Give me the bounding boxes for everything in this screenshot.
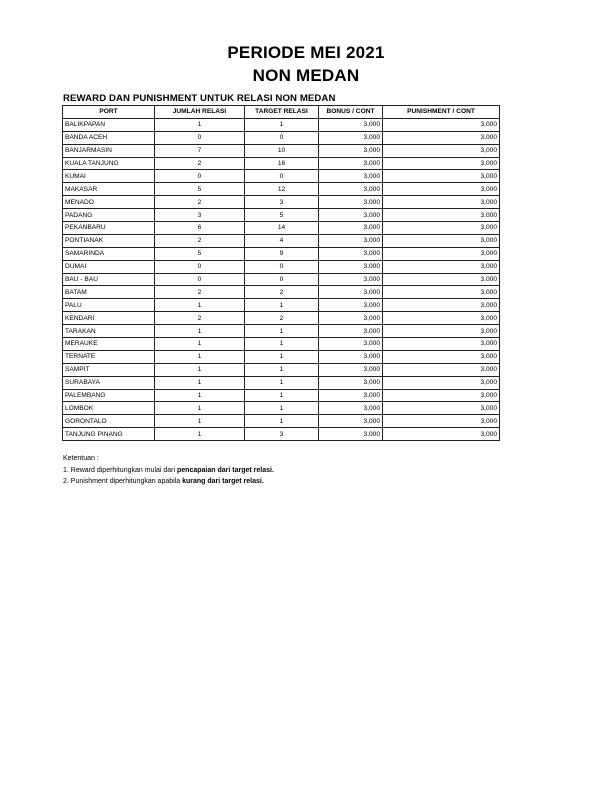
target-relasi-cell: 1 bbox=[245, 350, 319, 363]
table-row bbox=[63, 131, 500, 144]
target-relasi-cell: 4 bbox=[245, 234, 319, 247]
table-body bbox=[63, 118, 500, 440]
note-item bbox=[63, 465, 274, 477]
table-row bbox=[63, 170, 500, 183]
table-row bbox=[63, 389, 500, 402]
port-cell: LOMBOK bbox=[63, 402, 155, 415]
punishment-cell: 3,000 bbox=[383, 286, 500, 299]
punishment-cell: 3,000 bbox=[383, 338, 500, 351]
port-cell: KUALA TANJUNG bbox=[63, 157, 155, 170]
target-relasi-cell: 1 bbox=[245, 325, 319, 338]
jumlah-relasi-cell: 0 bbox=[155, 273, 245, 286]
bonus-cell: 3,000 bbox=[319, 325, 383, 338]
target-relasi-cell: 1 bbox=[245, 338, 319, 351]
target-relasi-cell: 16 bbox=[245, 157, 319, 170]
port-cell: KENDARI bbox=[63, 312, 155, 325]
punishment-cell: 3,000 bbox=[383, 363, 500, 376]
jumlah-relasi-cell: 2 bbox=[155, 234, 245, 247]
bonus-cell: 3,000 bbox=[319, 273, 383, 286]
target-relasi-cell: 1 bbox=[245, 363, 319, 376]
port-cell: PONTIANAK bbox=[63, 234, 155, 247]
punishment-cell: 3,000 bbox=[383, 183, 500, 196]
table-row bbox=[63, 338, 500, 351]
table-row bbox=[63, 222, 500, 235]
target-relasi-cell: 1 bbox=[245, 402, 319, 415]
bonus-cell: 3,000 bbox=[319, 286, 383, 299]
target-relasi-cell: 1 bbox=[245, 299, 319, 312]
port-cell: DUMAI bbox=[63, 260, 155, 273]
table-row bbox=[63, 299, 500, 312]
port-cell: KUMAI bbox=[63, 170, 155, 183]
punishment-cell: 3,000 bbox=[383, 118, 500, 131]
table-row bbox=[63, 118, 500, 131]
punishment-cell: 3,000 bbox=[383, 389, 500, 402]
table-row bbox=[63, 350, 500, 363]
punishment-cell: 3,000 bbox=[383, 325, 500, 338]
jumlah-relasi-cell: 7 bbox=[155, 144, 245, 157]
target-relasi-cell: 0 bbox=[245, 273, 319, 286]
jumlah-relasi-cell: 6 bbox=[155, 222, 245, 235]
bonus-cell: 3,000 bbox=[319, 222, 383, 235]
jumlah-relasi-cell: 2 bbox=[155, 312, 245, 325]
port-cell: SAMPIT bbox=[63, 363, 155, 376]
punishment-cell: 3,000 bbox=[383, 260, 500, 273]
bonus-cell: 3,000 bbox=[319, 144, 383, 157]
jumlah-relasi-cell: 5 bbox=[155, 183, 245, 196]
punishment-cell: 3,000 bbox=[383, 350, 500, 363]
punishment-cell: 3,000 bbox=[383, 415, 500, 428]
reward-punishment-table bbox=[62, 105, 500, 441]
port-cell: GORONTALO bbox=[63, 415, 155, 428]
jumlah-relasi-cell: 1 bbox=[155, 376, 245, 389]
bonus-cell: 3,000 bbox=[319, 234, 383, 247]
bonus-cell: 3,000 bbox=[319, 247, 383, 260]
table-row bbox=[63, 415, 500, 428]
target-relasi-cell: 2 bbox=[245, 312, 319, 325]
target-relasi-cell: 1 bbox=[245, 415, 319, 428]
note-emphasis: pencapaian dari target relasi. bbox=[177, 466, 274, 474]
target-relasi-cell: 3 bbox=[245, 428, 319, 441]
table-row bbox=[63, 376, 500, 389]
jumlah-relasi-cell: 0 bbox=[155, 260, 245, 273]
jumlah-relasi-cell: 1 bbox=[155, 415, 245, 428]
punishment-cell: 3,000 bbox=[383, 299, 500, 312]
bonus-cell: 3,000 bbox=[319, 338, 383, 351]
bonus-cell: 3,000 bbox=[319, 312, 383, 325]
jumlah-relasi-cell: 1 bbox=[155, 402, 245, 415]
jumlah-relasi-cell: 1 bbox=[155, 325, 245, 338]
bonus-cell: 3,000 bbox=[319, 170, 383, 183]
bonus-cell: 3,000 bbox=[319, 428, 383, 441]
punishment-cell: 3,000 bbox=[383, 428, 500, 441]
table-row bbox=[63, 157, 500, 170]
target-relasi-cell: 0 bbox=[245, 260, 319, 273]
bonus-cell: 3,000 bbox=[319, 402, 383, 415]
bonus-cell: 3,000 bbox=[319, 299, 383, 312]
port-cell: BAU - BAU bbox=[63, 273, 155, 286]
port-cell: PALEMBANG bbox=[63, 389, 155, 402]
port-cell: PADANG bbox=[63, 209, 155, 222]
target-relasi-cell: 0 bbox=[245, 170, 319, 183]
jumlah-relasi-cell: 1 bbox=[155, 299, 245, 312]
table-row bbox=[63, 183, 500, 196]
punishment-cell: 3,000 bbox=[383, 312, 500, 325]
target-relasi-cell: 0 bbox=[245, 131, 319, 144]
punishment-cell: 3,000 bbox=[383, 170, 500, 183]
port-cell: BATAM bbox=[63, 286, 155, 299]
jumlah-relasi-cell: 2 bbox=[155, 196, 245, 209]
page-title: PERIODE MEI 2021 bbox=[227, 43, 385, 62]
port-cell: SAMARINDA bbox=[63, 247, 155, 260]
jumlah-relasi-cell: 3 bbox=[155, 209, 245, 222]
bonus-cell: 3,000 bbox=[319, 131, 383, 144]
table-caption: REWARD DAN PUNISHMENT UNTUK RELASI NON MEDAN bbox=[63, 93, 336, 104]
jumlah-relasi-cell: 5 bbox=[155, 247, 245, 260]
target-relasi-cell: 1 bbox=[245, 389, 319, 402]
punishment-cell: 3,000 bbox=[383, 157, 500, 170]
column-header-punishment: PUNISHMENT / CONT bbox=[383, 106, 500, 119]
table-row bbox=[63, 196, 500, 209]
target-relasi-cell: 2 bbox=[245, 286, 319, 299]
bonus-cell: 3,000 bbox=[319, 118, 383, 131]
notes-heading: Ketentuan : bbox=[63, 455, 99, 462]
bonus-cell: 3,000 bbox=[319, 350, 383, 363]
bonus-cell: 3,000 bbox=[319, 183, 383, 196]
jumlah-relasi-cell: 1 bbox=[155, 350, 245, 363]
table-row bbox=[63, 209, 500, 222]
table-row bbox=[63, 273, 500, 286]
table-row bbox=[63, 260, 500, 273]
port-cell: SURABAYA bbox=[63, 376, 155, 389]
punishment-cell: 3,000 bbox=[383, 273, 500, 286]
table-row bbox=[63, 312, 500, 325]
jumlah-relasi-cell: 0 bbox=[155, 131, 245, 144]
port-cell: BALIKPAPAN bbox=[63, 118, 155, 131]
table-row bbox=[63, 428, 500, 441]
target-relasi-cell: 1 bbox=[245, 118, 319, 131]
table-row bbox=[63, 325, 500, 338]
punishment-cell: 3,000 bbox=[383, 144, 500, 157]
jumlah-relasi-cell: 1 bbox=[155, 338, 245, 351]
table-row bbox=[63, 402, 500, 415]
punishment-cell: 3,000 bbox=[383, 234, 500, 247]
port-cell: MAKASAR bbox=[63, 183, 155, 196]
column-header-bonus: BONUS / CONT bbox=[319, 106, 383, 119]
port-cell: MERAUKE bbox=[63, 338, 155, 351]
note-text: 2. Punishment diperhitungkan apabila bbox=[63, 478, 183, 485]
punishment-cell: 3,000 bbox=[383, 222, 500, 235]
bonus-cell: 3,000 bbox=[319, 209, 383, 222]
table-row bbox=[63, 286, 500, 299]
target-relasi-cell: 5 bbox=[245, 209, 319, 222]
table-row bbox=[63, 144, 500, 157]
note-emphasis: kurang dari target relasi. bbox=[182, 478, 264, 485]
punishment-cell: 3,000 bbox=[383, 247, 500, 260]
port-cell: TARAKAN bbox=[63, 325, 155, 338]
column-header-target-relasi: TARGET RELASI bbox=[245, 106, 319, 119]
punishment-cell: 3,000 bbox=[383, 131, 500, 144]
bonus-cell: 3,000 bbox=[319, 376, 383, 389]
jumlah-relasi-cell: 1 bbox=[155, 363, 245, 376]
bonus-cell: 3,000 bbox=[319, 415, 383, 428]
jumlah-relasi-cell: 2 bbox=[155, 286, 245, 299]
port-cell: PALU bbox=[63, 299, 155, 312]
port-cell: BANDA ACEH bbox=[63, 131, 155, 144]
bonus-cell: 3,000 bbox=[319, 196, 383, 209]
table-row bbox=[63, 247, 500, 260]
target-relasi-cell: 14 bbox=[245, 222, 319, 235]
punishment-cell: 3,000 bbox=[383, 376, 500, 389]
target-relasi-cell: 1 bbox=[245, 376, 319, 389]
note-text: 1. Reward diperhitungkan mulai dari bbox=[63, 466, 178, 474]
punishment-cell: 3,000 bbox=[383, 402, 500, 415]
column-header-jumlah-relasi: JUMLAH RELASI bbox=[155, 106, 245, 119]
jumlah-relasi-cell: 2 bbox=[155, 157, 245, 170]
port-cell: PEKANBARU bbox=[63, 222, 155, 235]
punishment-cell: 3,000 bbox=[383, 196, 500, 209]
jumlah-relasi-cell: 0 bbox=[155, 170, 245, 183]
jumlah-relasi-cell: 1 bbox=[155, 428, 245, 441]
port-cell: BANJARMASIN bbox=[63, 144, 155, 157]
target-relasi-cell: 3 bbox=[245, 196, 319, 209]
table-row bbox=[63, 363, 500, 376]
target-relasi-cell: 9 bbox=[245, 247, 319, 260]
table-header-row bbox=[63, 106, 500, 119]
bonus-cell: 3,000 bbox=[319, 260, 383, 273]
jumlah-relasi-cell: 1 bbox=[155, 118, 245, 131]
jumlah-relasi-cell: 1 bbox=[155, 389, 245, 402]
note-item bbox=[63, 476, 274, 488]
punishment-cell: 3,000 bbox=[383, 209, 500, 222]
port-cell: TERNATE bbox=[63, 350, 155, 363]
table-row bbox=[63, 234, 500, 247]
port-cell: TANJUNG PINANG bbox=[63, 428, 155, 441]
bonus-cell: 3,000 bbox=[319, 157, 383, 170]
page-subtitle: NON MEDAN bbox=[252, 66, 360, 85]
bonus-cell: 3,000 bbox=[319, 389, 383, 402]
port-cell: MENADO bbox=[63, 196, 155, 209]
target-relasi-cell: 12 bbox=[245, 183, 319, 196]
notes-section bbox=[63, 453, 274, 488]
column-header-port: PORT bbox=[63, 106, 155, 119]
bonus-cell: 3,000 bbox=[319, 363, 383, 376]
target-relasi-cell: 10 bbox=[245, 144, 319, 157]
